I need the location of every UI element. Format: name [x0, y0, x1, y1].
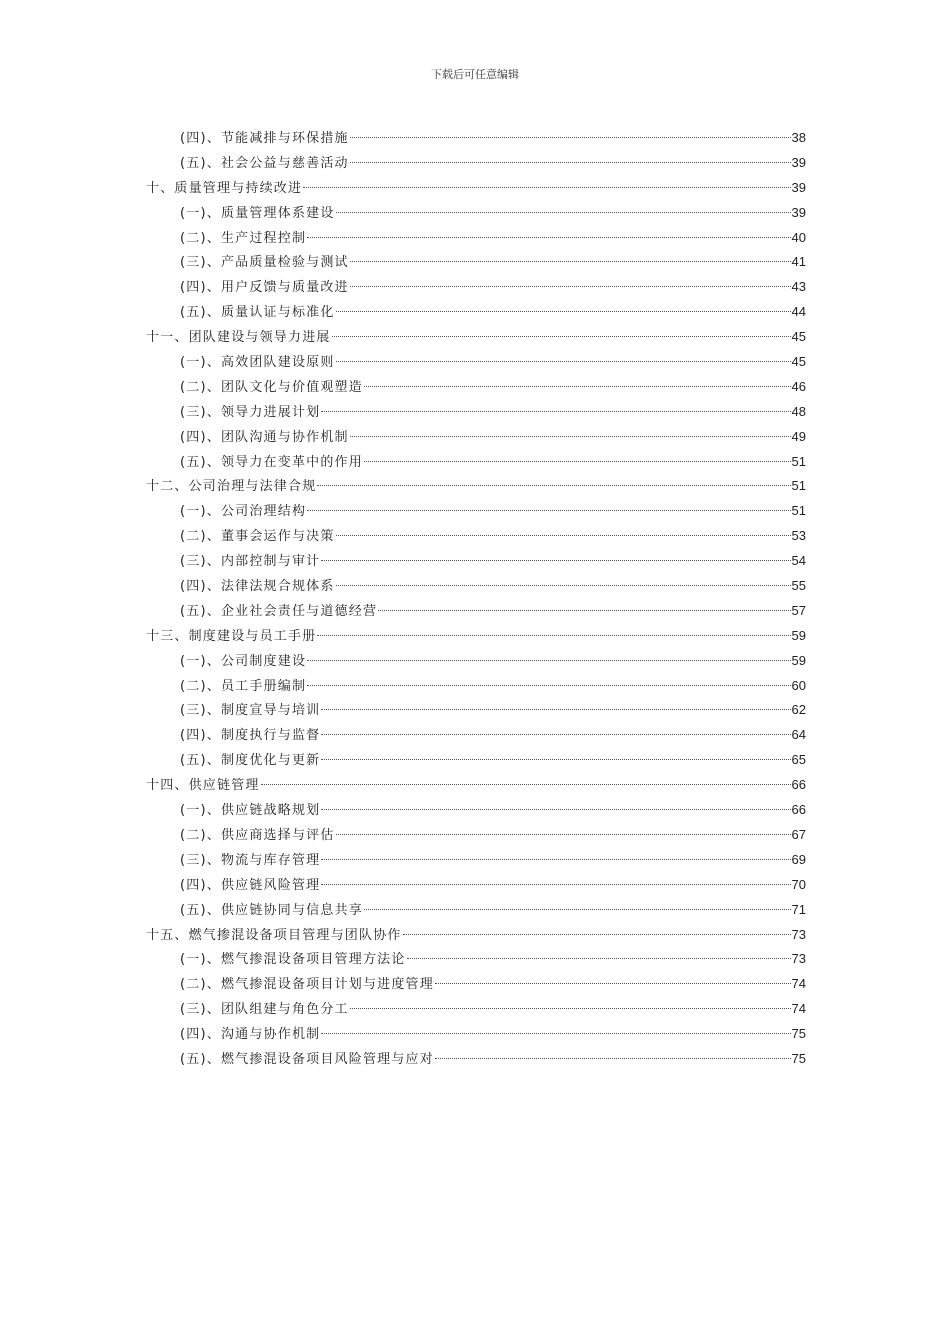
toc-page-number: 44: [791, 304, 806, 320]
toc-dot-leader: [350, 436, 791, 437]
toc-dot-leader: [321, 809, 790, 810]
toc-dot-leader: [321, 560, 790, 561]
toc-page-number: 75: [791, 1026, 806, 1042]
toc-dot-leader: [303, 187, 790, 188]
toc-entry-label: (三)、内部控制与审计: [180, 554, 321, 570]
table-of-contents: [146, 126, 806, 1072]
toc-dot-leader: [364, 461, 791, 462]
toc-page-number: 66: [791, 802, 806, 818]
toc-dot-leader: [307, 685, 790, 686]
toc-page-number: 49: [791, 428, 806, 444]
toc-page-number: 67: [791, 826, 806, 842]
toc-entry-label: (五)、供应链协同与信息共享: [180, 902, 363, 918]
toc-entry-label: 十五、燃气掺混设备项目管理与团队协作: [146, 927, 402, 943]
toc-entry-label: (一)、公司治理结构: [180, 504, 307, 520]
toc-entry-label: (三)、领导力进展计划: [180, 404, 321, 420]
toc-section-entry[interactable]: [146, 425, 806, 450]
toc-page-number: 54: [791, 553, 806, 569]
toc-dot-leader: [435, 1058, 791, 1059]
toc-page-number: 59: [791, 627, 806, 643]
toc-section-entry[interactable]: [146, 350, 806, 375]
toc-entry-label: (一)、燃气掺混设备项目管理方法论: [180, 952, 406, 968]
toc-dot-leader: [407, 958, 791, 959]
toc-chapter-entry[interactable]: [146, 325, 806, 350]
toc-page-number: 62: [791, 702, 806, 718]
toc-page-number: 57: [791, 602, 806, 618]
toc-dot-leader: [332, 336, 791, 337]
toc-page-number: 73: [791, 951, 806, 967]
toc-page-number: 70: [791, 876, 806, 892]
toc-entry-label: (一)、供应链战略规划: [180, 803, 321, 819]
toc-dot-leader: [317, 635, 790, 636]
toc-entry-label: 十一、团队建设与领导力进展: [146, 330, 331, 346]
toc-section-entry[interactable]: [146, 723, 806, 748]
toc-chapter-entry[interactable]: [146, 176, 806, 201]
toc-dot-leader: [321, 734, 790, 735]
toc-entry-label: 十四、供应链管理: [146, 778, 260, 794]
toc-dot-leader: [435, 983, 791, 984]
toc-page-number: 64: [791, 727, 806, 743]
toc-dot-leader: [403, 934, 791, 935]
toc-page-number: 71: [791, 901, 806, 917]
toc-section-entry[interactable]: [146, 300, 806, 325]
toc-dot-leader: [321, 1033, 790, 1034]
toc-entry-label: (四)、沟通与协作机制: [180, 1027, 321, 1043]
toc-section-entry[interactable]: [146, 549, 806, 574]
toc-page-number: 51: [791, 478, 806, 494]
toc-page-number: 51: [791, 503, 806, 519]
toc-section-entry[interactable]: [146, 972, 806, 997]
toc-entry-label: 十三、制度建设与员工手册: [146, 628, 317, 644]
toc-dot-leader: [350, 137, 791, 138]
toc-chapter-entry[interactable]: [146, 773, 806, 798]
toc-page-number: 41: [791, 254, 806, 270]
toc-section-entry[interactable]: [146, 375, 806, 400]
toc-entry-label: (三)、物流与库存管理: [180, 852, 321, 868]
toc-entry-label: (五)、企业社会责任与道德经营: [180, 603, 378, 619]
toc-dot-leader: [336, 535, 791, 536]
toc-entry-label: 十二、公司治理与法律合规: [146, 479, 317, 495]
toc-entry-label: (五)、领导力在变革中的作用: [180, 454, 363, 470]
toc-page-number: 53: [791, 528, 806, 544]
toc-dot-leader: [317, 485, 790, 486]
toc-dot-leader: [261, 784, 791, 785]
toc-page-number: 39: [791, 204, 806, 220]
toc-dot-leader: [321, 884, 790, 885]
toc-section-entry[interactable]: [146, 201, 806, 226]
toc-dot-leader: [350, 162, 791, 163]
toc-entry-label: (二)、团队文化与价值观塑造: [180, 379, 363, 395]
toc-page-number: 66: [791, 777, 806, 793]
toc-page-number: 65: [791, 752, 806, 768]
toc-dot-leader: [321, 709, 790, 710]
toc-page-number: 46: [791, 378, 806, 394]
toc-section-entry[interactable]: [146, 898, 806, 923]
toc-entry-label: (一)、质量管理体系建设: [180, 205, 335, 221]
toc-dot-leader: [350, 286, 791, 287]
toc-dot-leader: [336, 834, 791, 835]
toc-dot-leader: [336, 585, 791, 586]
page-header: 下载后可任意编辑: [431, 68, 519, 81]
toc-section-entry[interactable]: [146, 226, 806, 251]
toc-page-number: 39: [791, 179, 806, 195]
toc-entry-label: (五)、质量认证与标准化: [180, 305, 335, 321]
toc-section-entry[interactable]: [146, 126, 806, 151]
toc-section-entry[interactable]: [146, 674, 806, 699]
toc-section-entry[interactable]: [146, 524, 806, 549]
toc-page-number: 69: [791, 851, 806, 867]
toc-entry-label: (一)、高效团队建设原则: [180, 355, 335, 371]
toc-entry-label: (二)、董事会运作与决策: [180, 529, 335, 545]
toc-entry-label: (二)、供应商选择与评估: [180, 827, 335, 843]
toc-entry-label: (二)、燃气掺混设备项目计划与进度管理: [180, 977, 434, 993]
toc-entry-label: (四)、团队沟通与协作机制: [180, 429, 349, 445]
toc-page-number: 51: [791, 453, 806, 469]
toc-section-entry[interactable]: [146, 649, 806, 674]
toc-dot-leader: [336, 361, 791, 362]
toc-dot-leader: [307, 237, 790, 238]
toc-entry-label: (三)、团队组建与角色分工: [180, 1002, 349, 1018]
toc-chapter-entry[interactable]: [146, 923, 806, 948]
toc-page-number: 73: [791, 926, 806, 942]
toc-section-entry[interactable]: [146, 599, 806, 624]
toc-dot-leader: [321, 411, 790, 412]
toc-entry-label: (四)、节能减排与环保措施: [180, 131, 349, 146]
toc-page-number: 43: [791, 279, 806, 295]
toc-section-entry[interactable]: [146, 400, 806, 425]
toc-section-entry[interactable]: [146, 823, 806, 848]
toc-entry-label: (三)、制度宣导与培训: [180, 703, 321, 719]
toc-section-entry[interactable]: [146, 798, 806, 823]
toc-dot-leader: [307, 510, 790, 511]
toc-entry-label: (五)、社会公益与慈善活动: [180, 155, 349, 171]
toc-dot-leader: [321, 759, 790, 760]
toc-entry-label: (四)、供应链风险管理: [180, 877, 321, 893]
toc-page-number: 55: [791, 578, 806, 594]
toc-entry-label: (四)、法律法规合规体系: [180, 579, 335, 595]
toc-dot-leader: [378, 610, 790, 611]
toc-section-entry[interactable]: [146, 698, 806, 723]
toc-dot-leader: [321, 859, 790, 860]
toc-page-number: 48: [791, 403, 806, 419]
toc-section-entry[interactable]: [146, 499, 806, 524]
toc-entry-label: (二)、员工手册编制: [180, 678, 307, 694]
toc-dot-leader: [350, 1008, 791, 1009]
toc-section-entry[interactable]: [146, 1047, 806, 1072]
toc-section-entry[interactable]: [146, 947, 806, 972]
toc-section-entry[interactable]: [146, 151, 806, 176]
toc-dot-leader: [336, 311, 791, 312]
toc-entry-label: (四)、用户反馈与质量改进: [180, 280, 349, 296]
toc-section-entry[interactable]: [146, 1022, 806, 1047]
toc-section-entry[interactable]: [146, 997, 806, 1022]
toc-page-number: 74: [791, 976, 806, 992]
toc-page-number: 74: [791, 1001, 806, 1017]
toc-entry-label: (一)、公司制度建设: [180, 653, 307, 669]
toc-entry-label: 十、质量管理与持续改进: [146, 180, 303, 196]
toc-entry-label: (四)、制度执行与监督: [180, 728, 321, 744]
toc-section-entry[interactable]: [146, 450, 806, 475]
toc-section-entry[interactable]: [146, 250, 806, 275]
toc-page-number: 45: [791, 354, 806, 370]
toc-entry-label: (二)、生产过程控制: [180, 230, 307, 246]
toc-dot-leader: [350, 261, 791, 262]
toc-entry-label: (五)、燃气掺混设备项目风险管理与应对: [180, 1051, 434, 1067]
toc-entry-label: (三)、产品质量检验与测试: [180, 255, 349, 271]
toc-dot-leader: [336, 212, 791, 213]
toc-page-number: 59: [791, 652, 806, 668]
toc-entry-label: (五)、制度优化与更新: [180, 753, 321, 769]
toc-page-number: 45: [791, 329, 806, 345]
toc-page-number: 39: [791, 154, 806, 170]
toc-dot-leader: [364, 909, 791, 910]
toc-section-entry[interactable]: [146, 574, 806, 599]
toc-page-number: 60: [791, 677, 806, 693]
toc-page-number: 75: [791, 1050, 806, 1066]
toc-section-entry[interactable]: [146, 275, 806, 300]
toc-chapter-entry[interactable]: [146, 474, 806, 499]
toc-dot-leader: [307, 660, 790, 661]
toc-section-entry[interactable]: [146, 748, 806, 773]
toc-section-entry[interactable]: [146, 848, 806, 873]
toc-page-number: 38: [791, 130, 806, 145]
toc-dot-leader: [364, 386, 791, 387]
toc-section-entry[interactable]: [146, 873, 806, 898]
toc-chapter-entry[interactable]: [146, 624, 806, 649]
toc-page-number: 40: [791, 229, 806, 245]
